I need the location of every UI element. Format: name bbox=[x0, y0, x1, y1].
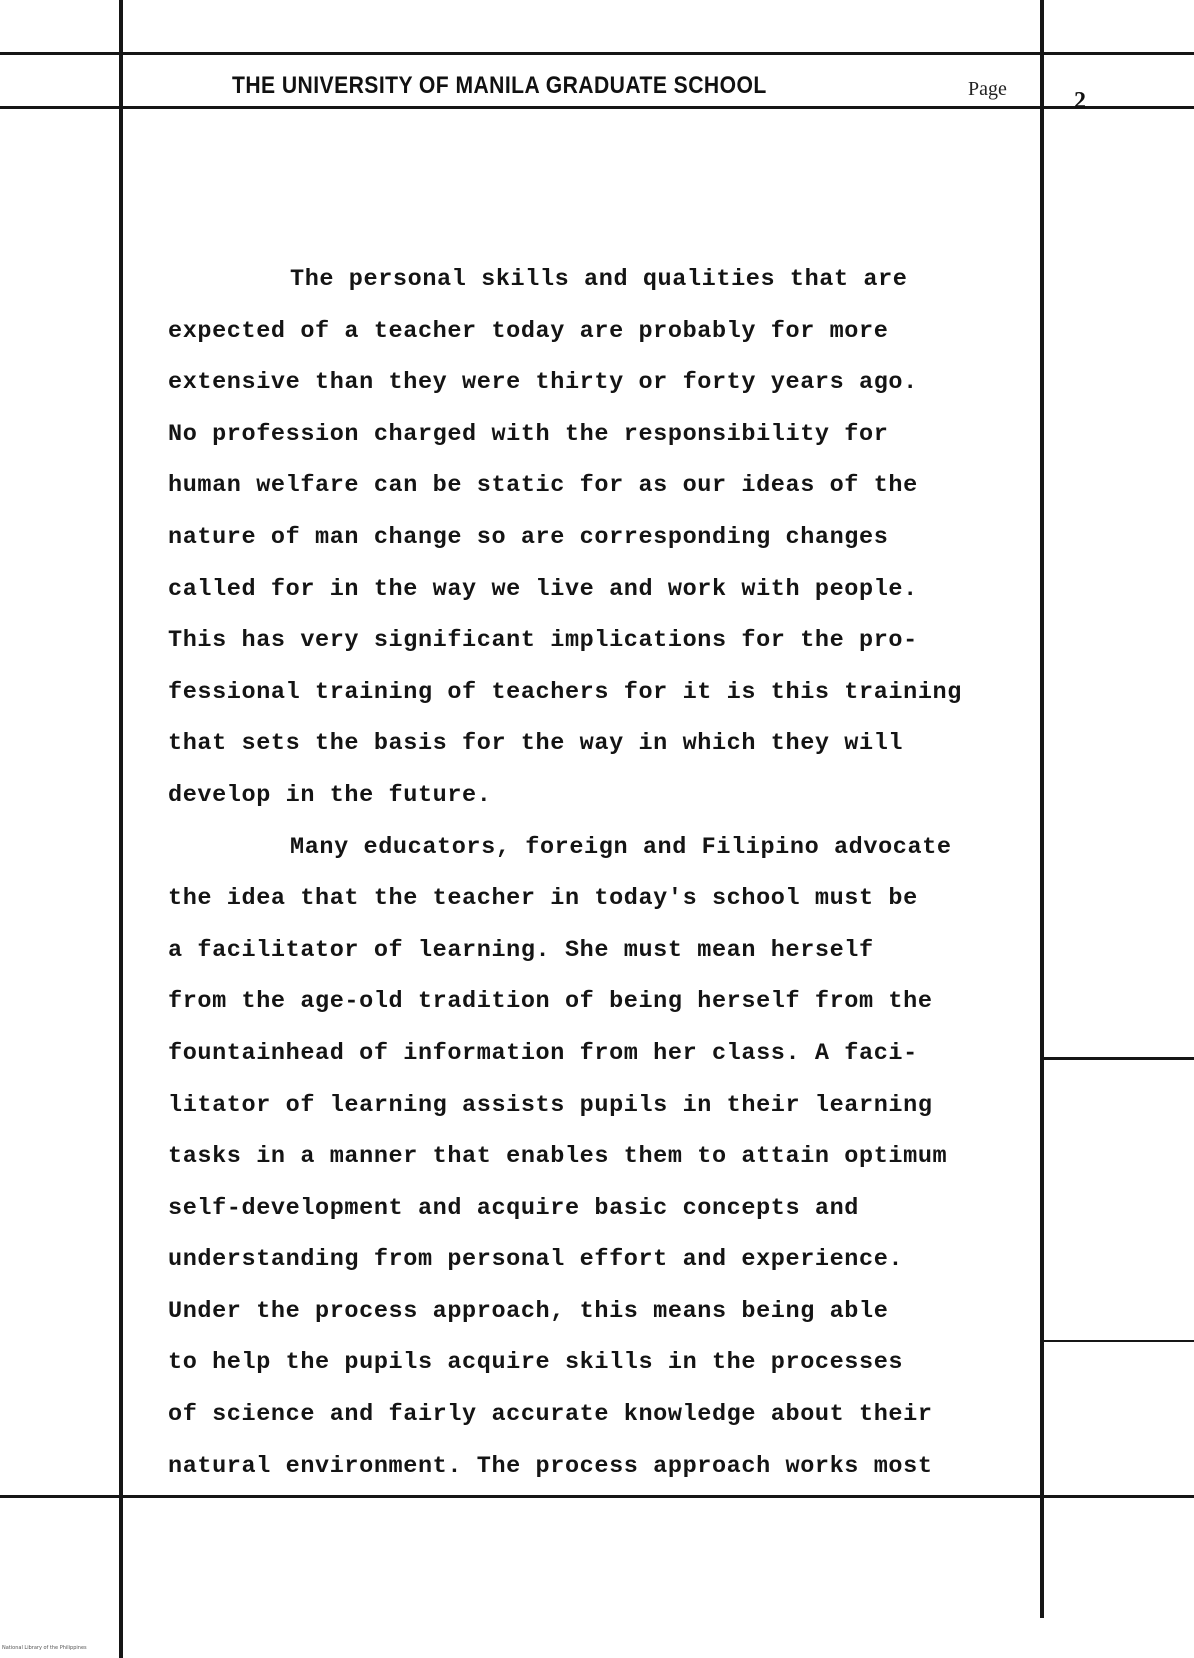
text-line: expected of a teacher today are probably for more bbox=[168, 317, 889, 345]
left-margin-rule bbox=[119, 0, 123, 1658]
text-line: This has very significant implications for the pro- bbox=[168, 627, 918, 655]
page-label: Page bbox=[968, 78, 1007, 100]
header-bottom-rule bbox=[0, 106, 1194, 109]
text-line: No profession charged with the responsibility for bbox=[168, 420, 889, 448]
text-line: understanding from personal effort and experience. bbox=[168, 1246, 904, 1274]
text-line: to help the pupils acquire skills in the processes bbox=[168, 1349, 904, 1377]
text-line: nature of man change so are corresponding changes bbox=[168, 523, 889, 551]
page-number: 2 bbox=[1074, 88, 1086, 114]
text-line: fountainhead of information from her class. A faci- bbox=[168, 1039, 918, 1067]
text-line: from the age-old tradition of being herself from the bbox=[168, 988, 933, 1016]
text-line: The personal skills and qualities that are bbox=[290, 266, 908, 293]
text-line: develop in the future. bbox=[168, 781, 492, 809]
text-line: the idea that the teacher in today's school must be bbox=[168, 885, 918, 913]
text-line: Under the process approach, this means being able bbox=[168, 1297, 889, 1325]
text-line: extensive than they were thirty or forty years ago. bbox=[168, 369, 918, 397]
text-line: litator of learning assists pupils in their learning bbox=[168, 1091, 933, 1119]
text-line: self-development and acquire basic concepts and bbox=[168, 1194, 860, 1222]
text-line: natural environment. The process approach works most bbox=[168, 1452, 933, 1480]
page-title: THE UNIVERSITY OF MANILA GRADUATE SCHOOL bbox=[232, 72, 767, 99]
text-line: called for in the way we live and work with people. bbox=[168, 575, 918, 603]
text-line: a facilitator of learning. She must mean herself bbox=[168, 936, 874, 964]
archive-footnote: National Library of the Philippines bbox=[2, 1645, 87, 1651]
side-rule-2 bbox=[1040, 1340, 1194, 1342]
header-top-rule bbox=[0, 52, 1194, 55]
text-line: that sets the basis for the way in which they will bbox=[168, 730, 904, 758]
body-text bbox=[168, 262, 1048, 1500]
text-line: fessional training of teachers for it is this training bbox=[168, 678, 962, 706]
text-line: tasks in a manner that enables them to attain optimum bbox=[168, 1143, 948, 1171]
text-line: of science and fairly accurate knowledge about their bbox=[168, 1401, 933, 1429]
text-line: human welfare can be static for as our ideas of the bbox=[168, 472, 918, 500]
text-line: Many educators, foreign and Filipino advocate bbox=[290, 833, 952, 861]
side-rule-1 bbox=[1040, 1057, 1194, 1060]
